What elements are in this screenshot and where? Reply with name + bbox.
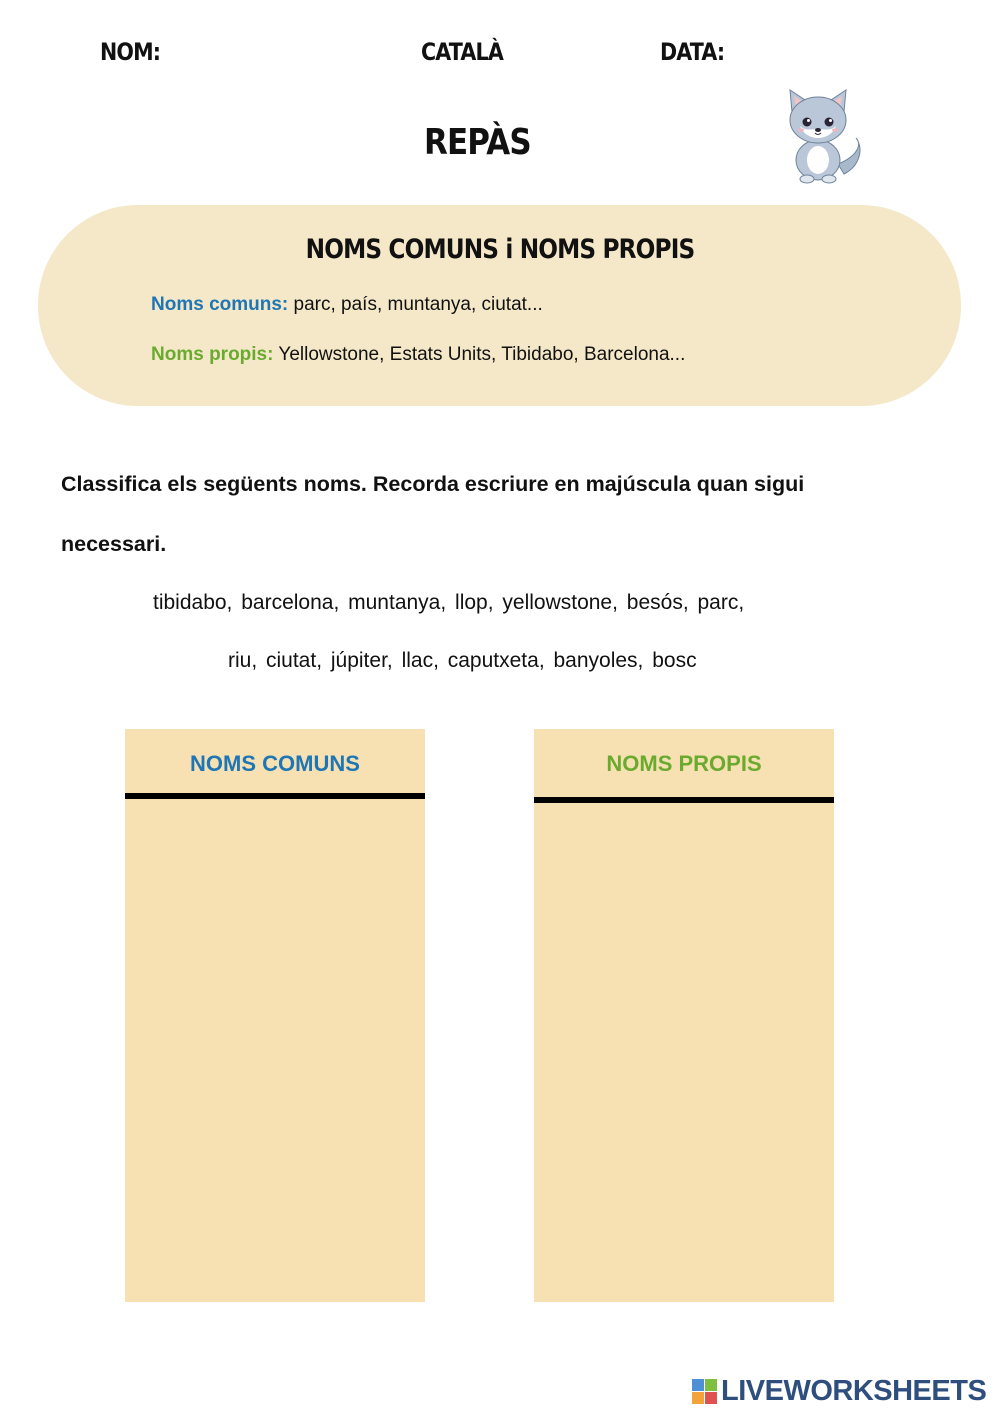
common-nouns-column-header: NOMS COMUNS xyxy=(190,751,360,776)
common-nouns-examples: parc, país, muntanya, ciutat... xyxy=(293,294,543,315)
common-nouns-label: Noms comuns: xyxy=(151,294,289,315)
proper-nouns-column-divider xyxy=(534,797,834,803)
word-bank-line-2: riu, ciutat, júpiter, llac, caputxeta, banyoles, bosc xyxy=(228,649,697,672)
page-title: REPÀS xyxy=(424,122,531,163)
instruction-line-2: necessari. xyxy=(61,532,167,556)
word-bank-line-1: tibidabo, barcelona, muntanya, llop, yellowstone, besós, parc, xyxy=(153,591,745,614)
wolf-illustration xyxy=(778,86,864,186)
instruction-line-1: Classifica els següents noms. Recorda escriure en majúscula quan sigui xyxy=(61,472,805,496)
liveworksheets-brand: LIVEWORKSHEETS xyxy=(721,1374,987,1407)
common-nouns-line xyxy=(151,294,543,316)
info-box-title-text: NOMS COMUNS i NOMS PROPIS xyxy=(305,234,695,265)
liveworksheets-logo xyxy=(692,1376,986,1406)
date-label: DATA: xyxy=(660,38,725,66)
proper-nouns-examples: Yellowstone, Estats Units, Tibidabo, Barcelona... xyxy=(278,344,686,365)
liveworksheets-logo-icon xyxy=(692,1379,717,1404)
name-label: NOM: xyxy=(100,38,161,66)
proper-nouns-column[interactable] xyxy=(534,729,834,1302)
subject-label: CATALÀ xyxy=(421,38,503,66)
common-nouns-column-divider xyxy=(125,793,425,799)
common-nouns-column[interactable] xyxy=(125,729,425,1302)
info-box-title xyxy=(0,234,1000,265)
proper-nouns-label: Noms propis: xyxy=(151,344,274,365)
proper-nouns-column-header: NOMS PROPIS xyxy=(606,751,762,776)
proper-nouns-line xyxy=(151,344,685,366)
